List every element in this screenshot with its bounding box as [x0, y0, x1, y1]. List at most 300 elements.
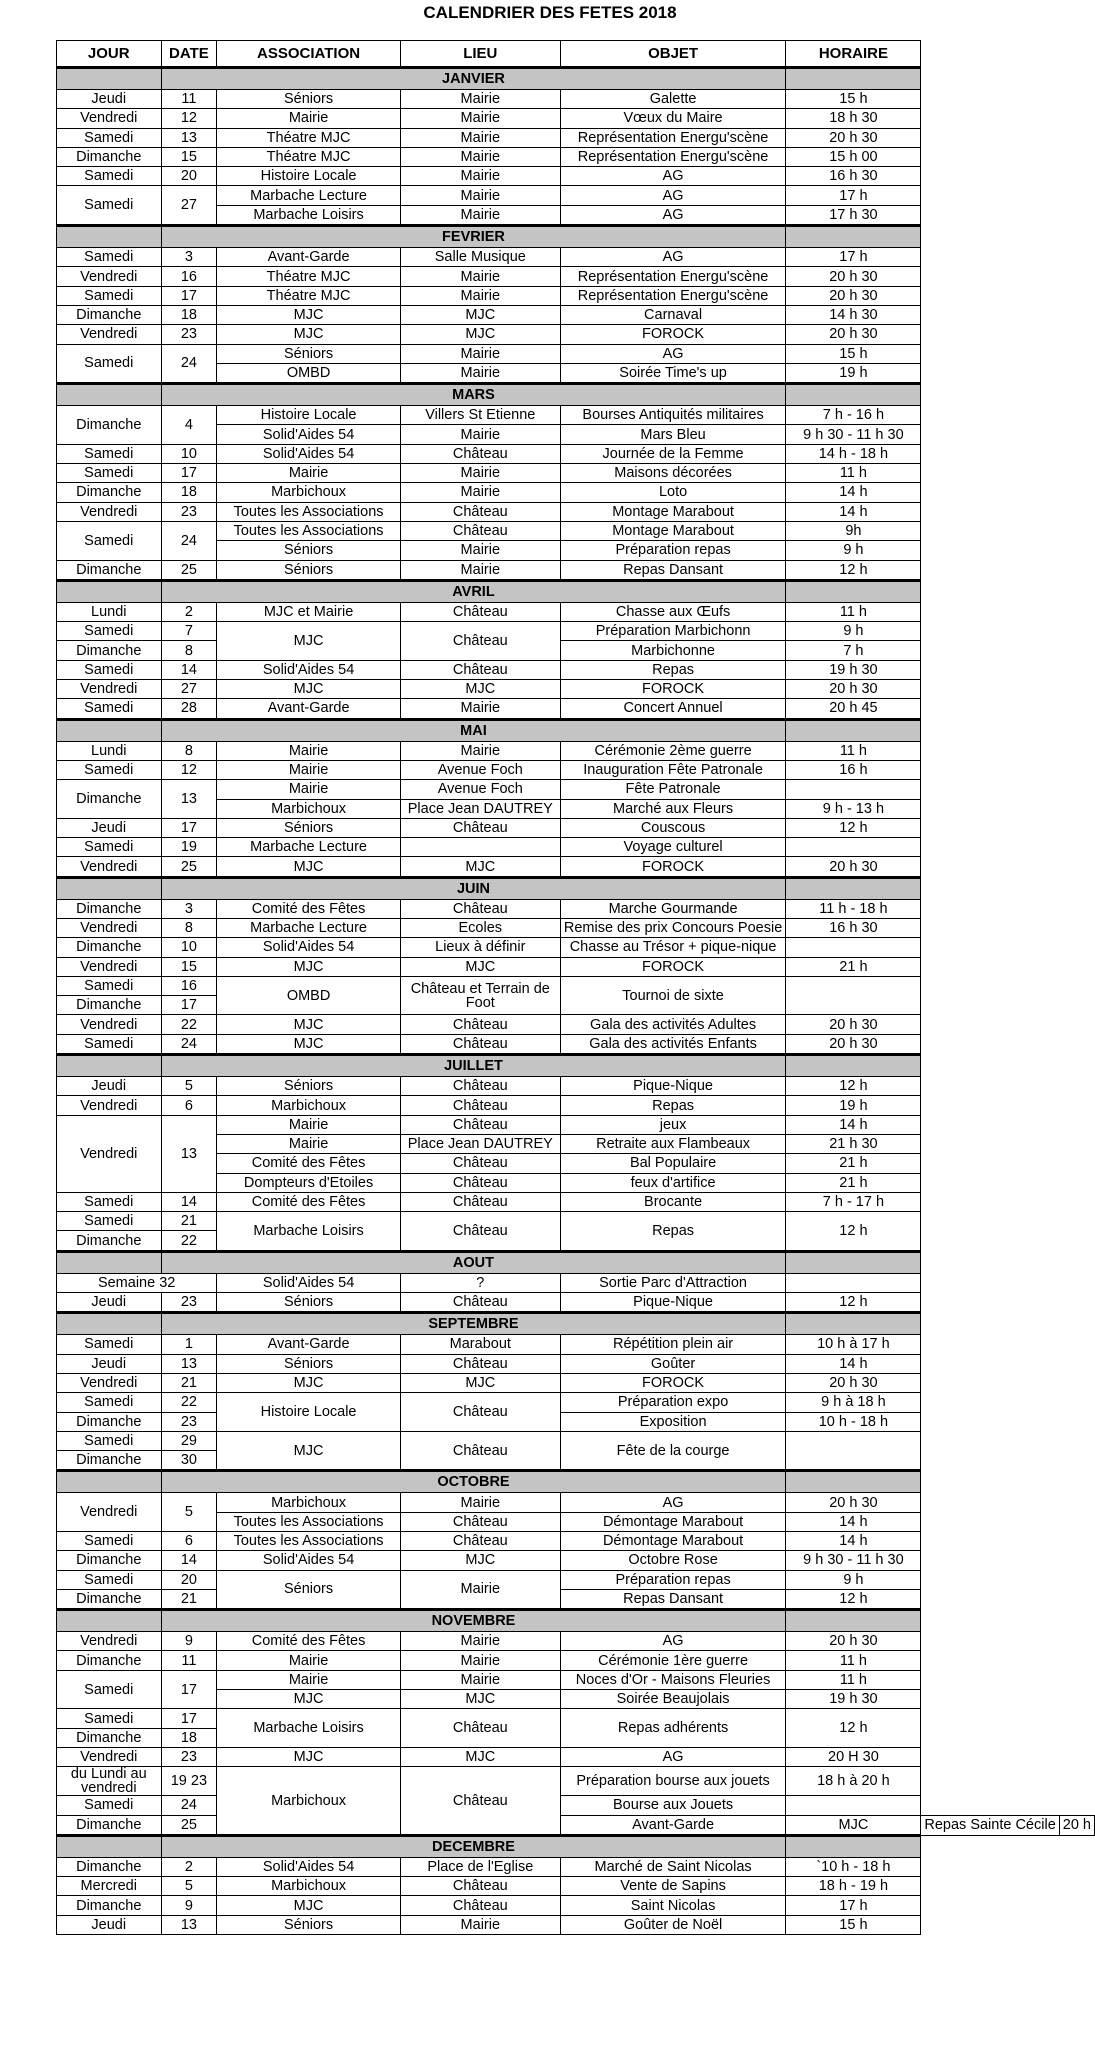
event-row: [57, 741, 1095, 760]
event-row: [57, 818, 1095, 837]
cell-association: Mairie: [217, 1115, 401, 1134]
cell-lieu: Mairie: [400, 109, 560, 128]
cell-date: 21: [161, 1212, 217, 1231]
cell-objet: Octobre Rose: [560, 1551, 786, 1570]
cell-lieu: Mairie: [400, 167, 560, 186]
cell-horaire: 10 h - 18 h: [786, 1412, 921, 1431]
event-row: [57, 502, 1095, 521]
cell-lieu: Château et Terrain de Foot: [400, 976, 560, 1015]
cell-lieu: Mairie: [400, 363, 560, 383]
cell-date: 7: [161, 622, 217, 641]
cell-date: 17: [161, 464, 217, 483]
event-row: [57, 1651, 1095, 1670]
cell-objet: Repas Sainte Cécile: [921, 1815, 1059, 1835]
cell-objet: Préparation expo: [560, 1393, 786, 1412]
cell-horaire: 20 h 30: [786, 1015, 921, 1034]
month-header: JUILLET: [161, 1055, 786, 1077]
header-objet: OBJET: [560, 41, 786, 68]
cell-association: Mairie: [217, 741, 401, 760]
cell-objet: Chasse au Trésor + pique-nique: [560, 938, 786, 957]
cell-jour: Jeudi: [57, 1293, 162, 1313]
cell-association: Séniors: [217, 1293, 401, 1313]
cell-objet: Préparation repas: [560, 1570, 786, 1589]
cell-horaire: [786, 1273, 921, 1292]
cell-lieu: Mairie: [400, 186, 560, 205]
cell-lieu: [400, 838, 560, 857]
cell-jour: Samedi: [57, 1212, 162, 1231]
cell-objet: Exposition: [560, 1412, 786, 1431]
header-jour: JOUR: [57, 41, 162, 68]
cell-lieu: Place de l'Eglise: [400, 1857, 560, 1876]
event-row: [57, 267, 1095, 286]
cell-objet: Repas: [560, 1096, 786, 1115]
cell-date: 22: [161, 1015, 217, 1034]
cell-lieu: Mairie: [400, 128, 560, 147]
cell-association: Toutes les Associations: [217, 1512, 401, 1531]
cell-objet: Pique-Nique: [560, 1077, 786, 1096]
event-row: [57, 286, 1095, 305]
cell-objet: Retraite aux Flambeaux: [560, 1134, 786, 1153]
cell-jour: Samedi: [57, 186, 162, 226]
cell-objet: Pique-Nique: [560, 1293, 786, 1313]
cell-horaire: 17 h 30: [786, 205, 921, 225]
cell-objet: Représentation Energu'scène: [560, 128, 786, 147]
cell-association: Séniors: [217, 1354, 401, 1373]
month-row: [57, 1055, 1095, 1077]
event-row: [57, 521, 1095, 540]
month-spacer: [57, 1610, 162, 1632]
cell-lieu: Mairie: [400, 1570, 560, 1610]
cell-association: Avant-Garde: [217, 1335, 401, 1354]
cell-jour: Lundi: [57, 602, 162, 621]
cell-horaire: 14 h: [786, 502, 921, 521]
cell-association: Séniors: [217, 1915, 401, 1934]
event-row: [57, 976, 1095, 995]
cell-jour: Vendredi: [57, 502, 162, 521]
cell-horaire: [786, 1431, 921, 1471]
cell-horaire: 9 h: [786, 1570, 921, 1589]
cell-objet: Marbichonne: [560, 641, 786, 660]
cell-horaire: 11 h: [786, 1670, 921, 1689]
cell-horaire: 20 h 30: [786, 286, 921, 305]
month-spacer: [786, 1055, 921, 1077]
cell-lieu: MJC: [786, 1815, 921, 1835]
cell-lieu: Mairie: [400, 464, 560, 483]
cell-objet: Préparation bourse aux jouets: [560, 1767, 786, 1796]
event-row: [57, 1670, 1095, 1689]
cell-jour: Lundi: [57, 741, 162, 760]
cell-objet: Vœux du Maire: [560, 109, 786, 128]
event-row: [57, 109, 1095, 128]
cell-jour: Dimanche: [57, 1815, 162, 1835]
cell-date: 4: [161, 406, 217, 445]
cell-jour: Samedi: [57, 1431, 162, 1450]
event-row: [57, 167, 1095, 186]
cell-lieu: MJC: [400, 325, 560, 344]
cell-date: 2: [161, 602, 217, 621]
cell-objet: AG: [560, 1632, 786, 1651]
cell-jour: Samedi: [57, 622, 162, 641]
cell-lieu: Mairie: [400, 483, 560, 502]
cell-objet: Repas Dansant: [560, 560, 786, 580]
cell-objet: FOROCK: [560, 1373, 786, 1392]
cell-jour: Dimanche: [57, 996, 162, 1015]
event-row: [57, 1393, 1095, 1412]
month-row: [57, 877, 1095, 899]
cell-objet: jeux: [560, 1115, 786, 1134]
cell-horaire: 15 h: [786, 344, 921, 363]
cell-date: 13: [161, 1115, 217, 1192]
cell-date: 21: [161, 1589, 217, 1609]
cell-horaire: 15 h: [786, 90, 921, 109]
cell-jour: Samedi: [57, 248, 162, 267]
event-row: [57, 1034, 1095, 1054]
cell-association: Solid'Aides 54: [217, 444, 401, 463]
cell-objet: Inauguration Fête Patronale: [560, 760, 786, 779]
cell-lieu: Lieux à définir: [400, 938, 560, 957]
month-row: [57, 580, 1095, 602]
cell-lieu: Mairie: [400, 286, 560, 305]
cell-lieu: Mairie: [400, 267, 560, 286]
cell-date: 24: [161, 521, 217, 560]
cell-horaire: 12 h: [786, 1709, 921, 1748]
cell-association: Histoire Locale: [217, 167, 401, 186]
cell-lieu: Mairie: [400, 1651, 560, 1670]
cell-lieu: MJC: [400, 1747, 560, 1766]
cell-jour: Vendredi: [57, 1015, 162, 1034]
cell-date: 27: [161, 680, 217, 699]
month-spacer: [786, 68, 921, 90]
event-row: [57, 248, 1095, 267]
cell-date: 2: [161, 1857, 217, 1876]
cell-jour: Samedi: [57, 1034, 162, 1054]
cell-jour: Vendredi: [57, 1373, 162, 1392]
cell-association: Solid'Aides 54: [217, 938, 401, 957]
event-row: [57, 1915, 1095, 1934]
cell-date: 5: [161, 1877, 217, 1896]
cell-horaire: 20 h 45: [786, 699, 921, 719]
cell-date: 3: [161, 248, 217, 267]
month-spacer: [786, 1610, 921, 1632]
cell-date: 13: [161, 1915, 217, 1934]
cell-horaire: 7 h - 16 h: [786, 406, 921, 425]
cell-association: Solid'Aides 54: [217, 1857, 401, 1876]
cell-objet: Représentation Energu'scène: [560, 147, 786, 166]
cell-objet: AG: [560, 248, 786, 267]
cell-objet: Représentation Energu'scène: [560, 286, 786, 305]
cell-lieu: Château: [400, 1154, 560, 1173]
cell-jour: Samedi: [57, 444, 162, 463]
event-row: [57, 1431, 1095, 1450]
cell-association: Marbichoux: [217, 483, 401, 502]
cell-horaire: 15 h 00: [786, 147, 921, 166]
cell-lieu: Château: [400, 502, 560, 521]
cell-horaire: 15 h: [786, 1915, 921, 1934]
event-row: [57, 957, 1095, 976]
cell-horaire: 17 h: [786, 186, 921, 205]
month-spacer: [786, 226, 921, 248]
cell-lieu: Avenue Foch: [400, 780, 560, 799]
cell-jour: Vendredi: [57, 957, 162, 976]
cell-date: 12: [161, 109, 217, 128]
event-row: [57, 560, 1095, 580]
cell-jour: Vendredi: [57, 680, 162, 699]
cell-lieu: Château: [400, 1431, 560, 1471]
cell-objet: Sortie Parc d'Attraction: [560, 1273, 786, 1292]
cell-jour: Semaine 32: [57, 1273, 217, 1292]
cell-date: 11: [161, 1651, 217, 1670]
cell-jour: Dimanche: [57, 1412, 162, 1431]
cell-jour: Dimanche: [57, 406, 162, 445]
cell-date: 23: [161, 1747, 217, 1766]
month-row: [57, 384, 1095, 406]
event-row: [57, 128, 1095, 147]
cell-objet: Bourse aux Jouets: [560, 1796, 786, 1815]
month-row: [57, 1610, 1095, 1632]
cell-lieu: Château: [400, 818, 560, 837]
cell-objet: AG: [560, 344, 786, 363]
event-row: [57, 1532, 1095, 1551]
cell-date: 14: [161, 1192, 217, 1211]
cell-lieu: MJC: [400, 1551, 560, 1570]
cell-date: 22: [161, 1393, 217, 1412]
cell-association: Théatre MJC: [217, 267, 401, 286]
cell-association: Histoire Locale: [217, 406, 401, 425]
cell-lieu: Mairie: [400, 1632, 560, 1651]
cell-objet: Préparation repas: [560, 541, 786, 560]
cell-association: Solid'Aides 54: [217, 425, 401, 444]
cell-date: 10: [161, 938, 217, 957]
month-row: [57, 1251, 1095, 1273]
month-row: [57, 1313, 1095, 1335]
cell-association: MJC: [217, 325, 401, 344]
cell-association: MJC: [217, 1015, 401, 1034]
cell-jour: Samedi: [57, 344, 162, 384]
cell-horaire: 20 h 30: [786, 680, 921, 699]
cell-jour: Vendredi: [57, 1493, 162, 1532]
cell-lieu: Château: [400, 1015, 560, 1034]
month-spacer: [57, 68, 162, 90]
cell-objet: Carnaval: [560, 305, 786, 324]
month-header: MARS: [161, 384, 786, 406]
cell-lieu: Salle Musique: [400, 248, 560, 267]
month-header: NOVEMBRE: [161, 1610, 786, 1632]
event-row: [57, 838, 1095, 857]
cell-association: Marbichoux: [217, 799, 401, 818]
cell-date: 15: [161, 957, 217, 976]
month-spacer: [786, 1313, 921, 1335]
cell-association: Dompteurs d'Etoiles: [217, 1173, 401, 1192]
event-row: [57, 186, 1095, 205]
cell-jour: Samedi: [57, 976, 162, 995]
month-header: SEPTEMBRE: [161, 1313, 786, 1335]
cell-date: 13: [161, 1354, 217, 1373]
cell-association: Comité des Fêtes: [217, 1632, 401, 1651]
cell-date: 1: [161, 1335, 217, 1354]
cell-association: Mairie: [217, 464, 401, 483]
cell-jour: Jeudi: [57, 818, 162, 837]
month-spacer: [57, 1055, 162, 1077]
cell-association: MJC: [217, 1431, 401, 1471]
cell-jour: Dimanche: [57, 1896, 162, 1915]
cell-lieu: Ecoles: [400, 918, 560, 937]
event-row: [57, 406, 1095, 425]
cell-lieu: Mairie: [400, 425, 560, 444]
event-row: [57, 602, 1095, 621]
cell-jour: Vendredi: [57, 325, 162, 344]
event-row: [57, 1857, 1095, 1876]
month-spacer: [57, 580, 162, 602]
cell-objet: Gala des activités Adultes: [560, 1015, 786, 1034]
cell-lieu: Château: [400, 899, 560, 918]
cell-lieu: Château: [400, 1393, 560, 1432]
cell-horaire: 9 h - 13 h: [786, 799, 921, 818]
cell-horaire: 21 h 30: [786, 1134, 921, 1153]
month-spacer: [786, 877, 921, 899]
month-spacer: [57, 226, 162, 248]
cell-objet: Repas Dansant: [560, 1589, 786, 1609]
cell-objet: Démontage Marabout: [560, 1532, 786, 1551]
event-row: [57, 918, 1095, 937]
cell-objet: Bal Populaire: [560, 1154, 786, 1173]
cell-lieu: Château: [400, 1173, 560, 1192]
cell-horaire: 12 h: [786, 1589, 921, 1609]
cell-lieu: Mairie: [400, 741, 560, 760]
cell-lieu: Château: [400, 1212, 560, 1252]
cell-lieu: Place Jean DAUTREY: [400, 1134, 560, 1153]
cell-horaire: 20 h: [1059, 1815, 1094, 1835]
cell-association: Avant-Garde: [217, 699, 401, 719]
cell-horaire: 9 h 30 - 11 h 30: [786, 1551, 921, 1570]
month-spacer: [57, 384, 162, 406]
cell-association: MJC: [217, 1747, 401, 1766]
cell-association: Séniors: [217, 344, 401, 363]
cell-lieu: Mairie: [400, 1915, 560, 1934]
month-spacer: [786, 1251, 921, 1273]
cell-association: Marbache Lecture: [217, 186, 401, 205]
cell-objet: Mars Bleu: [560, 425, 786, 444]
cell-date: 15: [161, 147, 217, 166]
event-row: [57, 1877, 1095, 1896]
month-spacer: [57, 719, 162, 741]
cell-date: 19 23: [161, 1767, 217, 1796]
cell-objet: FOROCK: [560, 680, 786, 699]
cell-jour: Samedi: [57, 521, 162, 560]
cell-date: 18: [161, 483, 217, 502]
event-row: [57, 305, 1095, 324]
cell-jour: Samedi: [57, 167, 162, 186]
cell-lieu: Mairie: [400, 90, 560, 109]
event-row: [57, 1273, 1095, 1292]
cell-horaire: 11 h: [786, 741, 921, 760]
cell-jour: Vendredi: [57, 267, 162, 286]
cell-association: Avant-Garde: [217, 248, 401, 267]
cell-lieu: MJC: [400, 680, 560, 699]
cell-horaire: 12 h: [786, 1293, 921, 1313]
cell-objet: Montage Marabout: [560, 521, 786, 540]
cell-objet: Voyage culturel: [560, 838, 786, 857]
month-header: JANVIER: [161, 68, 786, 90]
event-row: [57, 325, 1095, 344]
cell-date: 13: [161, 780, 217, 819]
cell-objet: Goûter de Noël: [560, 1915, 786, 1934]
cell-jour: Vendredi: [57, 1632, 162, 1651]
cell-association: Marbichoux: [217, 1493, 401, 1512]
calendar-table: [56, 40, 1095, 1935]
cell-association: Marbache Lecture: [217, 838, 401, 857]
cell-jour: Vendredi: [57, 1096, 162, 1115]
cell-objet: feux d'artifice: [560, 1173, 786, 1192]
event-row: [57, 1212, 1095, 1231]
cell-objet: Brocante: [560, 1192, 786, 1211]
cell-horaire: 17 h: [786, 248, 921, 267]
cell-objet: Gala des activités Enfants: [560, 1034, 786, 1054]
cell-horaire: 9 h: [786, 622, 921, 641]
cell-horaire: 9 h à 18 h: [786, 1393, 921, 1412]
month-header: MAI: [161, 719, 786, 741]
cell-association: Comité des Fêtes: [217, 1154, 401, 1173]
cell-horaire: 7 h - 17 h: [786, 1192, 921, 1211]
cell-lieu: Mairie: [400, 560, 560, 580]
cell-association: MJC: [217, 1690, 401, 1709]
cell-date: 22: [161, 1231, 217, 1251]
month-spacer: [57, 1471, 162, 1493]
cell-lieu: Mairie: [400, 541, 560, 560]
cell-horaire: 19 h: [786, 1096, 921, 1115]
cell-date: 17: [161, 1670, 217, 1709]
cell-jour: Dimanche: [57, 305, 162, 324]
month-spacer: [786, 384, 921, 406]
cell-horaire: 19 h 30: [786, 1690, 921, 1709]
event-row: [57, 938, 1095, 957]
cell-lieu: MJC: [400, 1690, 560, 1709]
cell-date: 20: [161, 167, 217, 186]
cell-horaire: 14 h: [786, 1532, 921, 1551]
cell-jour: du Lundi au vendredi: [57, 1767, 162, 1796]
cell-association: Séniors: [217, 541, 401, 560]
cell-association: OMBD: [217, 363, 401, 383]
cell-horaire: `10 h - 18 h: [786, 1857, 921, 1876]
cell-jour: Vendredi: [57, 857, 162, 877]
cell-horaire: [786, 938, 921, 957]
calendar-body: [57, 68, 1095, 1935]
cell-date: 25: [161, 1815, 217, 1835]
cell-horaire: 14 h: [786, 1354, 921, 1373]
cell-jour: Dimanche: [57, 899, 162, 918]
cell-horaire: 14 h - 18 h: [786, 444, 921, 463]
cell-association: Comité des Fêtes: [217, 899, 401, 918]
cell-lieu: Château: [400, 1115, 560, 1134]
cell-date: 21: [161, 1373, 217, 1392]
cell-objet: Loto: [560, 483, 786, 502]
cell-objet: Préparation Marbichonn: [560, 622, 786, 641]
cell-date: 13: [161, 128, 217, 147]
cell-jour: Samedi: [57, 1670, 162, 1709]
cell-objet: Couscous: [560, 818, 786, 837]
cell-lieu: Château: [400, 1877, 560, 1896]
cell-date: 18: [161, 1728, 217, 1747]
cell-date: 8: [161, 641, 217, 660]
cell-association: MJC: [217, 957, 401, 976]
cell-date: 25: [161, 857, 217, 877]
cell-objet: Soirée Beaujolais: [560, 1690, 786, 1709]
cell-date: 24: [161, 1034, 217, 1054]
cell-objet: Saint Nicolas: [560, 1896, 786, 1915]
cell-horaire: 20 h 30: [786, 1034, 921, 1054]
cell-association: Marbache Loisirs: [217, 1709, 401, 1748]
cell-date: 29: [161, 1431, 217, 1450]
cell-jour: Jeudi: [57, 90, 162, 109]
